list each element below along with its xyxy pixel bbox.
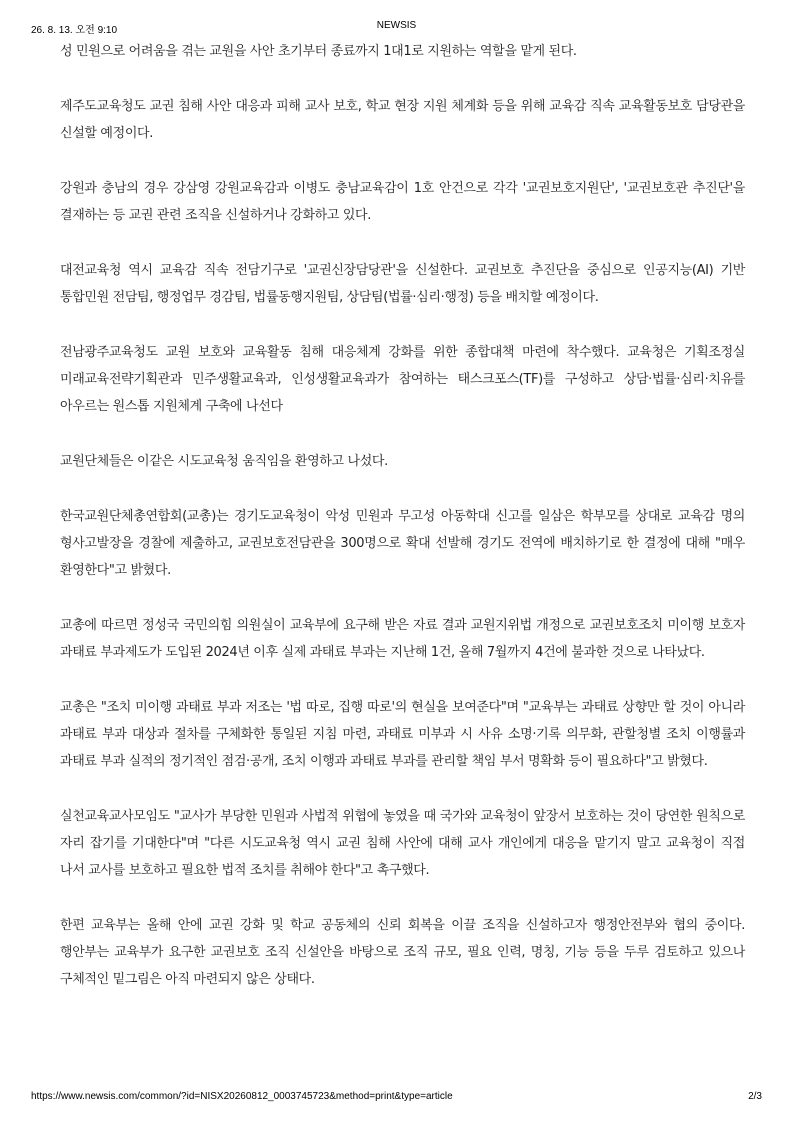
paragraph: 성 민원으로 어려움을 겪는 교원을 사안 초기부터 종료까지 1대1로 지원하는 역할을 맡게 된다. xyxy=(60,44,577,59)
paragraph: 전남광주교육청도 교원 보호와 교육활동 침해 대응체계 강화를 위한 종합대책 마련에 착수했다. 교육청은 기획조정실 미래교육전략기획관과 민주생활교육과, 인성생활교육과가 참여하는 태스크포스(TF)를 구성하고 상담·법률·심리·치유를 아우르는 원스톱 지원체계 구축에 나선다 xyxy=(60,345,745,414)
article-body xyxy=(60,38,745,1021)
paragraph: 한편 교육부는 올해 안에 교권 강화 및 학교 공동체의 신뢰 회복을 이끌 조직을 신설하고자 행정안전부와 협의 중이다. 행안부는 교육부가 요구한 교권보호 조직 신설안을 바탕으로 조직 규모, 필요 인력, 명칭, 기능 등을 두루 검토하고 있으나 구체적인 밑그림은 아직 마련되지 않은 상태다. xyxy=(60,918,745,987)
paragraph: 한국교원단체총연합회(교총)는 경기도교육청이 악성 민원과 무고성 아동학대 신고를 일삼은 학부모를 상대로 교육감 명의 형사고발장을 경찰에 제출하고, 교권보호전담관을 300명으로 확대 선발해 경기도 전역에 배치하기로 한 결정에 대해 "매우 환영한다"고 밝혔다. xyxy=(60,509,745,578)
paragraph: 교총에 따르면 정성국 국민의힘 의원실이 교육부에 요구해 받은 자료 결과 교원지위법 개정으로 교권보호조치 미이행 보호자 과태료 부과제도가 도입된 2024년 이후 실제 과태료 부과는 지난해 1건, 올해 7월까지 4건에 불과한 것으로 나타났다. xyxy=(60,618,745,660)
paragraph: 실천교육교사모임도 "교사가 부당한 민원과 사법적 위협에 놓였을 때 국가와 교육청이 앞장서 보호하는 것이 당연한 원칙으로 자리 잡기를 기대한다"며 "다른 시도교육청 역시 교권 침해 사안에 대해 교사 개인에게 대응을 맡기지 말고 교육청이 직접 나서 교사를 보호하고 필요한 법적 조치를 취해야 한다"고 촉구했다. xyxy=(60,809,745,878)
paragraph: 제주도교육청도 교권 침해 사안 대응과 피해 교사 보호, 학교 현장 지원 체계화 등을 위해 교육감 직속 교육활동보호 담당관을 신설할 예정이다. xyxy=(60,99,745,141)
paragraph: 강원과 충남의 경우 강삼영 강원교육감과 이병도 충남교육감이 1호 안건으로 각각 '교권보호지원단', '교권보호관 추진단'을 결재하는 등 교권 관련 조직을 신설하거나 강화하고 있다. xyxy=(60,181,745,223)
paragraph: 교원단체들은 이같은 시도교육청 움직임을 환영하고 나섰다. xyxy=(60,454,388,469)
site-name: NEWSIS xyxy=(376,20,417,31)
print-datetime: 26. 8. 13. 오전 9:10 xyxy=(31,25,118,36)
page-url: https://www.newsis.com/common/?id=NISX20260812_0003745723&method=print&type=article xyxy=(31,1091,453,1102)
page-number: 2/3 xyxy=(748,1091,762,1102)
paragraph: 대전교육청 역시 교육감 직속 전담기구로 '교권신장담당관'을 신설한다. 교권보호 추진단을 중심으로 인공지능(AI) 기반 통합민원 전담팀, 행정업무 경감팀, 법률동행지원팀, 상담팀(법률·심리·행정) 등을 배치할 예정이다. xyxy=(60,263,745,305)
paragraph: 교총은 "조치 미이행 과태료 부과 저조는 '법 따로, 집행 따로'의 현실을 보여준다"며 "교육부는 과태료 상향만 할 것이 아니라 과태료 부과 대상과 절차를 구체화한 통일된 지침 마련, 과태료 미부과 시 사유 소명·기록 의무화, 관할청별 조치 이행률과 과태료 부과 실적의 정기적인 점검·공개, 조치 이행과 과태료 부과를 관리할 책임 부서 명확화 등이 필요하다"고 밝혔다. xyxy=(60,700,745,769)
